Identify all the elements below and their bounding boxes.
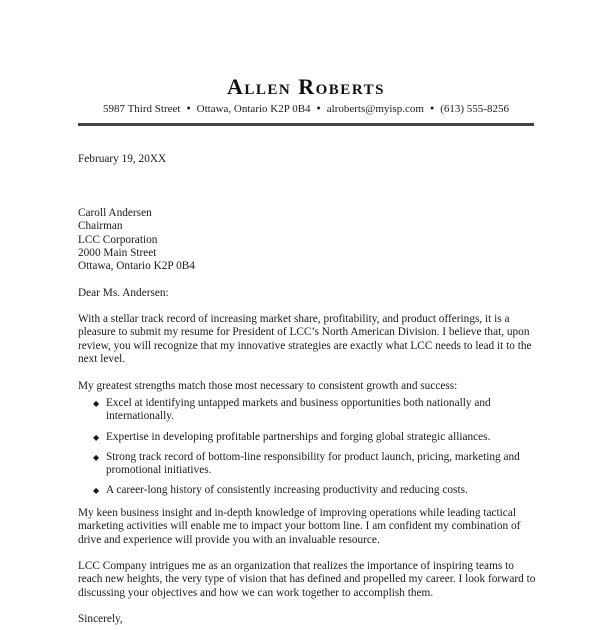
- bullet-icon: ●: [186, 104, 191, 112]
- closing: Sincerely,: [78, 613, 123, 625]
- bullet-icon: ●: [316, 104, 321, 112]
- list-item-text: Excel at identifying untapped markets and business opportunities both nationally and internationally.: [106, 397, 491, 423]
- sender-city: Ottawa, Ontario K2P 0B4: [196, 103, 311, 115]
- diamond-bullet-icon: ◆: [93, 432, 100, 442]
- bullet-icon: ●: [429, 104, 435, 112]
- header-divider: [78, 123, 534, 126]
- sender-contact-line: [0, 103, 612, 115]
- sender-email: alroberts@myisp.com: [326, 103, 424, 115]
- list-item: [78, 484, 538, 497]
- paragraph-company: LCC Company intrigues me as an organization that realizes the importance of inspiring teams to reach new heights, the very type of vision that has defined and propelled my career. I look forward to discussing your objectives and how we can work together to accomplish them.: [78, 560, 536, 599]
- paragraph-insight: My keen business insight and in-depth knowledge of improving operations while leading tactical marketing activities will enable me to impact your bottom line. I am confident my combination of drive and experience will provide you with an invaluable resource.: [78, 507, 521, 546]
- recipient-street: 2000 Main Street: [78, 246, 157, 259]
- letter-date: February 19, 20XX: [78, 153, 167, 165]
- list-item-text: Expertise in developing profitable partnerships and forging global strategic alliances.: [106, 430, 491, 443]
- diamond-bullet-icon: ◆: [93, 399, 100, 408]
- recipient-name: Caroll Andersen: [78, 207, 152, 219]
- sender-street: 5987 Third Street: [103, 103, 181, 115]
- recipient-city: Ottawa, Ontario K2P 0B4: [78, 260, 195, 273]
- list-item: [78, 431, 538, 444]
- strengths-list: [78, 397, 538, 505]
- salutation: Dear Ms. Andersen:: [78, 287, 169, 299]
- list-item: [78, 397, 538, 424]
- list-item: [78, 451, 538, 478]
- recipient-address: [78, 207, 538, 273]
- sender-phone: (613) 555-8256: [440, 103, 509, 115]
- sender-name: Allen Roberts: [227, 74, 385, 99]
- list-item-text: Strong track record of bottom-line responsibility for product launch, pricing, marketing and promotional initiatives.: [106, 450, 520, 477]
- recipient-title: Chairman: [78, 220, 123, 233]
- diamond-bullet-icon: ◆: [93, 452, 100, 462]
- list-item-text: A career-long history of consistently increasing productivity and reducing costs.: [106, 484, 468, 497]
- paragraph-strengths: My greatest strengths match those most necessary to consistent growth and success:: [78, 380, 458, 392]
- recipient-company: LCC Corporation: [78, 233, 158, 246]
- diamond-bullet-icon: ◆: [93, 486, 100, 496]
- paragraph-intro: With a stellar track record of increasing market share, profitability, and product offerings, it is a pleasure to submit my resume for President of LCC’s North American Division. I believe that, upon review, you will recognize that my innovative strategies are exactly what LCC needs to lead it to the next level.: [78, 313, 532, 365]
